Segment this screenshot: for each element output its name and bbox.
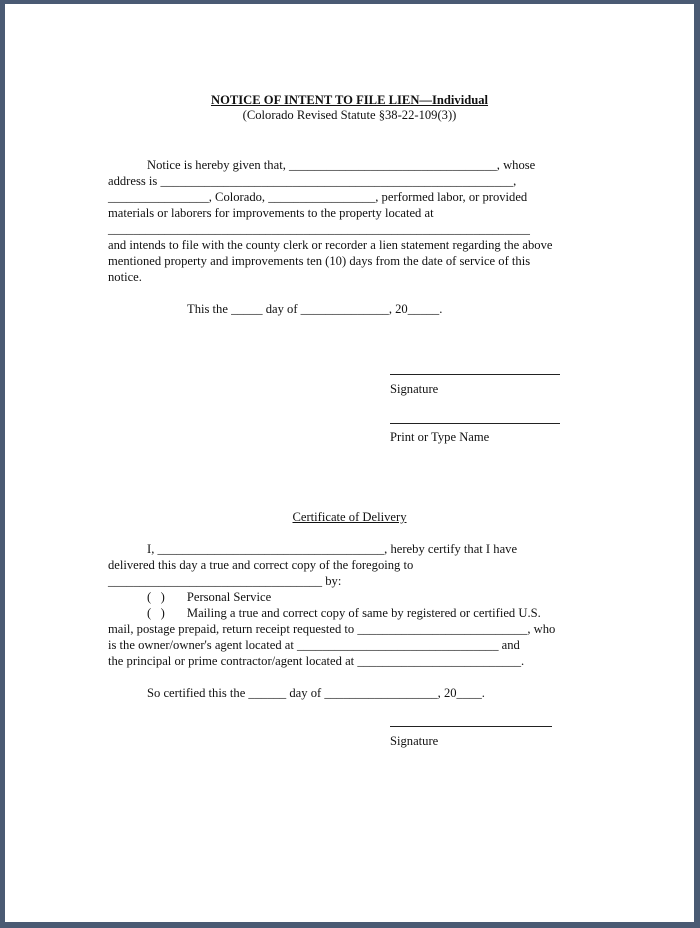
certificate-option-personal: ( ) Personal Service: [147, 590, 272, 604]
certificate-line-7: is the owner/owner's agent located at ________________________________ and: [108, 638, 520, 652]
signature-rule: [390, 374, 560, 375]
certificate-line-1: I, ____________________________________, hereby certify that I have: [147, 542, 518, 556]
certificate-line-3: __________________________________ by:: [108, 574, 342, 588]
notice-title: NOTICE OF INTENT TO FILE LIEN—Individual: [210, 93, 489, 107]
certificate-signature-rule: [390, 726, 552, 727]
certificate-title: Certificate of Delivery: [292, 510, 407, 524]
certificate-date-line: So certified this the ______ day of __________________, 20____.: [147, 686, 485, 700]
notice-signature-label: Signature: [390, 382, 439, 396]
notice-line-1: Notice is hereby given that, _________________________________, whose: [147, 158, 536, 172]
print-name-rule: [390, 423, 560, 424]
notice-line-2: address is ________________________________________________________,: [108, 174, 517, 188]
certificate-line-8: the principal or prime contractor/agent located at __________________________.: [108, 654, 525, 668]
notice-line-7: mentioned property and improvements ten (10) days from the date of service of this: [108, 254, 531, 268]
print-name-label: Print or Type Name: [390, 430, 490, 444]
notice-date-line: This the _____ day of ______________, 20_____.: [187, 302, 443, 316]
notice-statute: (Colorado Revised Statute §38-22-109(3)): [242, 108, 457, 122]
notice-line-4: materials or laborers for improvements to the property located at: [108, 206, 434, 220]
document-page: [5, 4, 694, 922]
notice-line-8: notice.: [108, 270, 142, 284]
certificate-option-mailing: ( ) Mailing a true and correct copy of same by registered or certified U.S.: [147, 606, 541, 620]
notice-line-3: ________________, Colorado, _________________, performed labor, or provided: [108, 190, 528, 204]
certificate-line-6: mail, postage prepaid, return receipt requested to ___________________________, who: [108, 622, 556, 636]
notice-line-6: and intends to file with the county clerk or recorder a lien statement regarding the above: [108, 238, 553, 252]
notice-line-5: ___________________________________________________________________: [108, 222, 530, 236]
certificate-line-2: delivered this day a true and correct copy of the foregoing to: [108, 558, 414, 572]
certificate-signature-label: Signature: [390, 734, 439, 748]
